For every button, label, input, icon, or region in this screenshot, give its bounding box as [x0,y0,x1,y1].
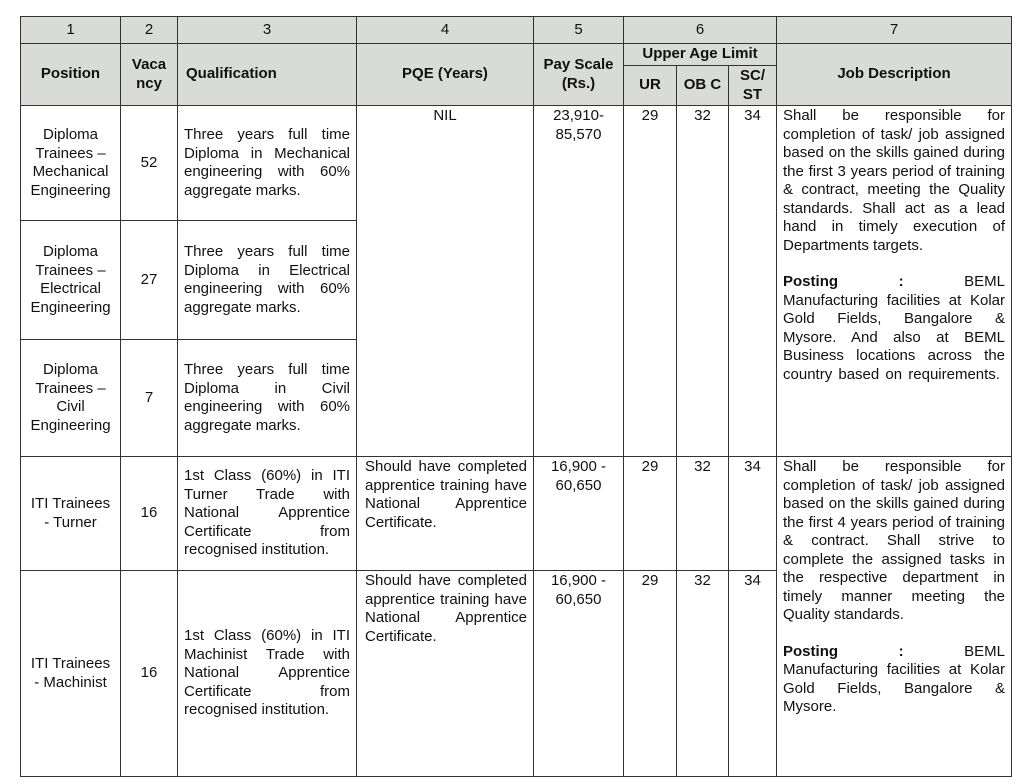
col-number: 6 [624,17,777,44]
header-ur: UR [624,66,677,106]
header-scst: SC/ ST [729,66,777,106]
age-ur-cell: 29 [624,571,677,777]
header-obc: OB C [677,66,729,106]
job-description-text: Shall be responsible for completion of task/ job assigned based on the skills gained during the first 3 years period of training & contract, meeting the Quality standards. Shall act as a lead hand in timely execution of Departments targets. [783,107,1006,254]
posting-separator: : [898,273,904,290]
posting-paragraph [783,643,1005,717]
col-number: 2 [121,17,178,44]
qualification-cell: 1st Class (60%) in ITI Machinist Trade with National Apprentice Certificate from recognised institution. [178,571,357,777]
header-row [21,44,1012,66]
vacancy-cell: 27 [121,221,178,340]
posting-separator: : [898,642,904,660]
header-pqe: PQE (Years) [357,44,534,106]
pqe-cell: Should have completed apprentice training have National Apprentice Certificate. [357,571,534,777]
header-pay-scale: Pay Scale (Rs.) [534,44,624,106]
pay-scale-cell: 23,910- 85,570 [534,106,624,457]
header-vacancy: Vaca ncy [121,44,178,106]
posting-label: Posting [783,273,839,290]
position-cell: Diploma Trainees – Mechanical Engineering [21,106,121,221]
position-cell: ITI Trainees - Turner [21,457,121,571]
recruitment-table [20,16,1012,777]
position-cell: ITI Trainees - Machinist [21,571,121,777]
header-job-description: Job Description [777,44,1012,106]
pqe-cell: NIL [357,106,534,457]
age-obc-cell: 32 [677,457,729,571]
col-number: 1 [21,17,121,44]
job-description-text: Shall be responsible for completion of task/ job assigned based on the skills gained during the first 4 years period of training & contract. Shall strive to complete the assigned tasks in the respective department in timely manner meeting the Quality standards. [783,458,1006,623]
age-scst-cell: 34 [729,457,777,571]
age-scst-cell: 34 [729,571,777,777]
job-description-cell [777,106,1012,457]
age-ur-cell: 29 [624,457,677,571]
vacancy-cell: 7 [121,340,178,457]
posting-text: BEML Manufacturing facilities at Kolar Gold Fields, Bangalore & Mysore. [783,642,1006,715]
posting-paragraph [783,273,1005,384]
pqe-cell: Should have completed apprentice training have National Apprentice Certificate. [357,457,534,571]
pay-scale-cell: 16,900 - 60,650 [534,571,624,777]
col-number: 5 [534,17,624,44]
age-scst-cell: 34 [729,106,777,457]
position-cell: Diploma Trainees – Electrical Engineering [21,221,121,340]
pay-scale-cell: 16,900 - 60,650 [534,457,624,571]
header-position: Position [21,44,121,106]
header-upper-age-limit: Upper Age Limit [624,44,777,66]
position-cell: Diploma Trainees – Civil Engineering [21,340,121,457]
table-row [21,457,1012,571]
table-row [21,106,1012,221]
vacancy-cell: 52 [121,106,178,221]
header-qualification: Qualification [178,44,357,106]
column-number-row [21,17,1012,44]
age-obc-cell: 32 [677,106,729,457]
qualification-cell: 1st Class (60%) in ITI Turner Trade with National Apprentice Certificate from recognised institution. [178,457,357,571]
vacancy-cell: 16 [121,457,178,571]
posting-text: BEML Manufacturing facilities at Kolar Gold Fields, Bangalore & Mysore. And also at BEML Business locations across the country based on requirements. [783,273,1006,383]
job-description-cell [777,457,1012,777]
qualification-cell: Three years full time Diploma in Civil engineering with 60% aggregate marks. [178,340,357,457]
vacancy-cell: 16 [121,571,178,777]
qualification-cell: Three years full time Diploma in Mechanical engineering with 60% aggregate marks. [178,106,357,221]
col-number: 7 [777,17,1012,44]
col-number: 3 [178,17,357,44]
age-ur-cell: 29 [624,106,677,457]
qualification-cell: Three years full time Diploma in Electrical engineering with 60% aggregate marks. [178,221,357,340]
posting-label: Posting [783,642,839,660]
col-number: 4 [357,17,534,44]
age-obc-cell: 32 [677,571,729,777]
